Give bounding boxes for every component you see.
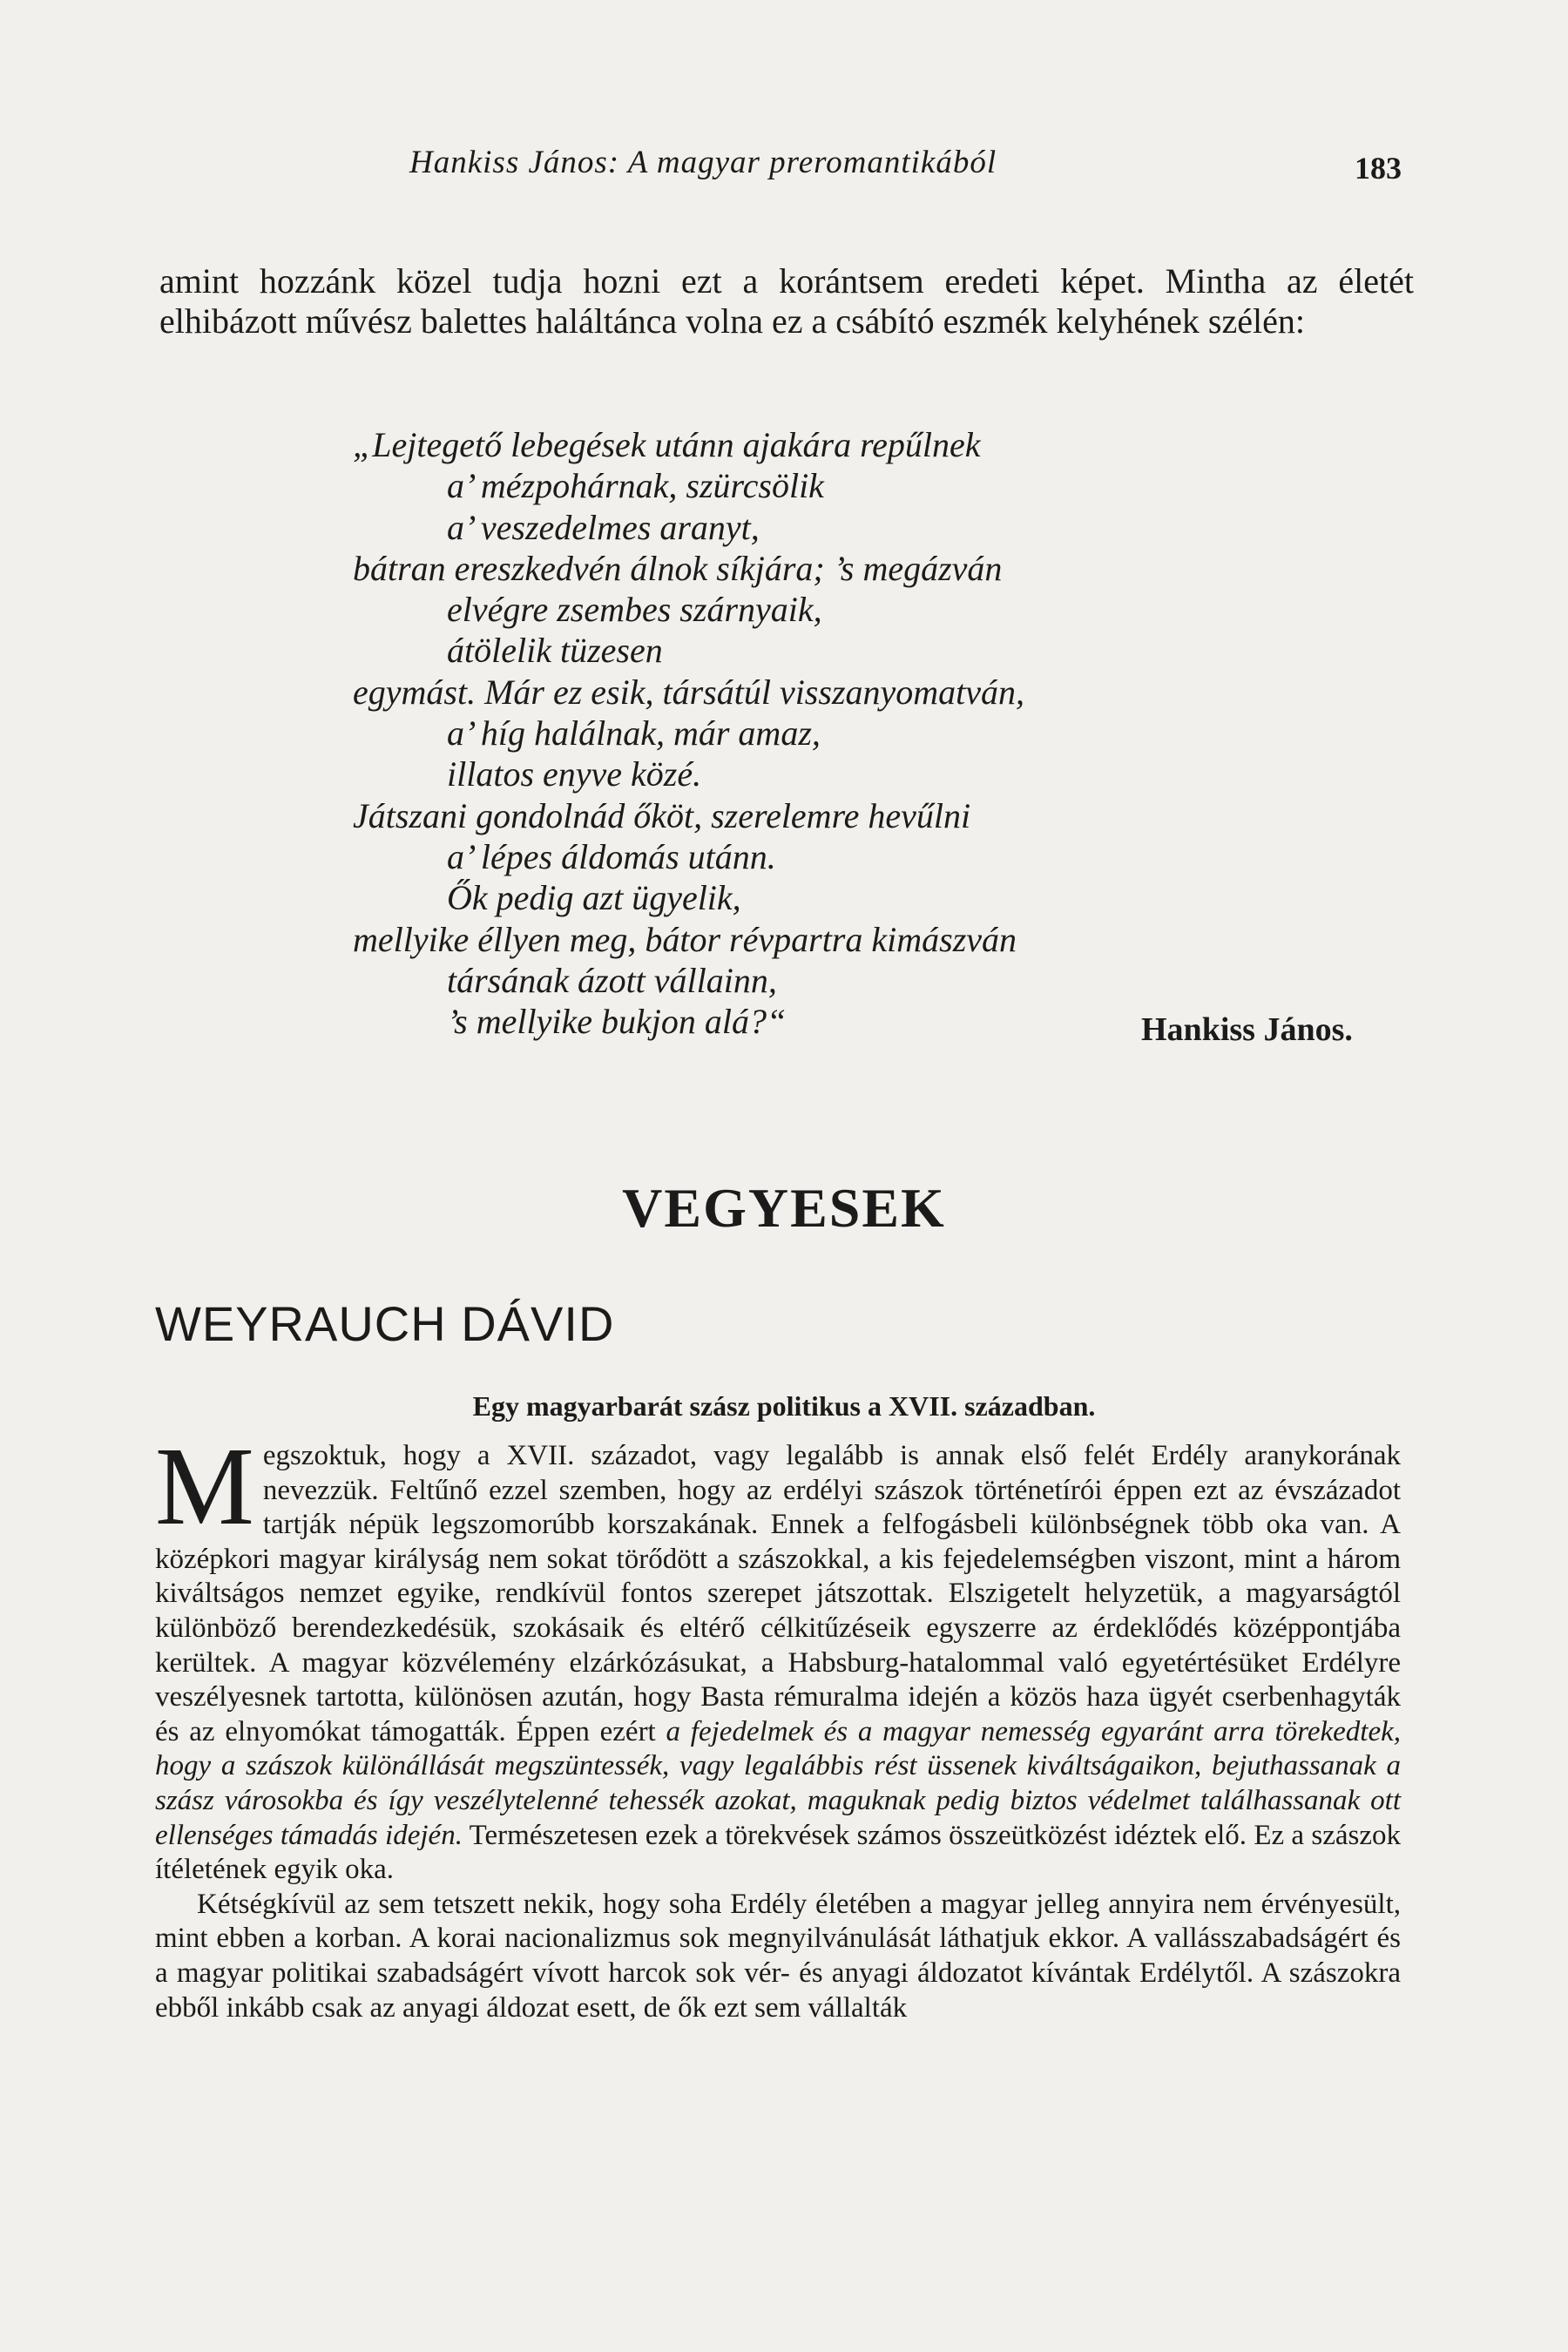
poem-line: a’ veszedelmes aranyt, [447, 507, 760, 547]
running-title: Hankiss János: A magyar preromantikából [409, 145, 997, 180]
article-paragraph [155, 1424, 1402, 1888]
section-title: VEGYESEK [622, 1177, 946, 1239]
paragraph-text: Természetesen ezek a törekvések számos összeütközést idéztek elő. Ez a szászok ítéletének egyik oka. [155, 1819, 1402, 1886]
poem-signature: Hankiss János. [1141, 1011, 1353, 1048]
poem-line: a’ lépes áldomás utánn. [447, 836, 776, 876]
poem-line: átölelik tüzesen [447, 631, 663, 671]
poem-line: illatos enyve közé. [447, 754, 702, 794]
paragraph-text: egszoktuk, hogy a XVII. századot, vagy legalább is annak első felét Erdély aranykorának nevezzük. Feltűnő ezzel szemben, hogy az erdélyi szászok történetírói éppen ezt az évszázadot tartják népük legszomorúbb korszakának. Ennek a felfogásbeli különbségnek több oka van. A középkori magyar királyság nem sokat törődött a szászokkal, a kis fejedelemségben viszont, mint a három kiváltságos nemzet egyike, rendkívül fontos szerepet játszottak. Elszigetelt helyzetük, a magyarságtól különböző berendezkedésük, szokásaik és eltérő célkitűzéseik egyszerre az érdeklődés középpontjába kerültek. A magyar közvélemény elzárkózásukat, a Habsburg-hatalommal való egyetértésüket Erdélyre veszélyesnek tartotta, különösen azután, hogy Basta rémuralma idején a közös haza ügyét cserbenhagyták és az elnyomókat támogatták. Éppen ezért [155, 1440, 1401, 1747]
poem-line: „Lejtegető lebegések utánn ajakára repűlnek [353, 425, 981, 464]
poem-line: elvégre zsembes szárnyaik, [447, 590, 822, 630]
poem-line: Játszani gondolnád őköt, szerelemre hevűlni [353, 795, 971, 835]
poem [353, 424, 1398, 1042]
poem-line: egymást. Már ez esik, társátúl visszanyomatván, [353, 672, 1025, 712]
poem-line: bátran ereszkedvén álnok síkjára; ’s megázván [353, 548, 1003, 588]
poem-line: társának ázott vállainn, [447, 960, 777, 1000]
intro-paragraph: amint hozzánk közel tudja hozni ezt a korántsem eredeti képet. Mintha az életét elhibázott művész balettes haláltánca volna ez a csábító eszmék kelyhének szélén: [159, 261, 1414, 341]
article-title: WEYRAUCH DÁVID [155, 1296, 615, 1351]
poem-line: a’ mézpohárnak, szürcsölik [447, 466, 824, 506]
poem-line: mellyike éllyen meg, bátor révpartra kimászván [353, 919, 1017, 959]
drop-cap: M [155, 1424, 254, 1548]
article-paragraph: Kétségkívül az sem tetszett nekik, hogy soha Erdély életében a magyar jelleg annyira nem érvényesült, mint ebben a korban. A korai nacionalizmus sok megnyilvánulását láthatjuk ekkor. A vallásszabadságért és a magyar politikai szabadságért vívott harcok sok vér- és anyagi áldozatot kívántak Erdélytől. A szászokra ebből inkább csak az anyagi áldozat esett, de ők ezt sem vállalták [155, 1888, 1401, 2024]
page-number: 183 [1355, 151, 1402, 186]
article-subtitle: Egy magyarbarát szász politikus a XVII. században. [472, 1390, 1096, 1422]
italic-passage: a fejedelmek és a magyar nemesség egyaránt arra törekedtek, hogy a szászok különállását megszüntessék, vagy legalábbis rést üssenek kiváltságaikon, bejuthassanak a szász városokba és így veszélytelenné tehessék azokat, maguknak pedig biztos védelmet találhassanak ott ellenséges támadás idején. [155, 1715, 1401, 1851]
intro-paragraph-block [159, 261, 1414, 341]
article-body [155, 1424, 1402, 2025]
poem-line: ’s mellyike bukjon alá?“ [447, 1002, 787, 1042]
poem-line: Ők pedig azt ügyelik, [447, 878, 741, 918]
poem-line: a’ híg halálnak, már amaz, [447, 713, 821, 754]
